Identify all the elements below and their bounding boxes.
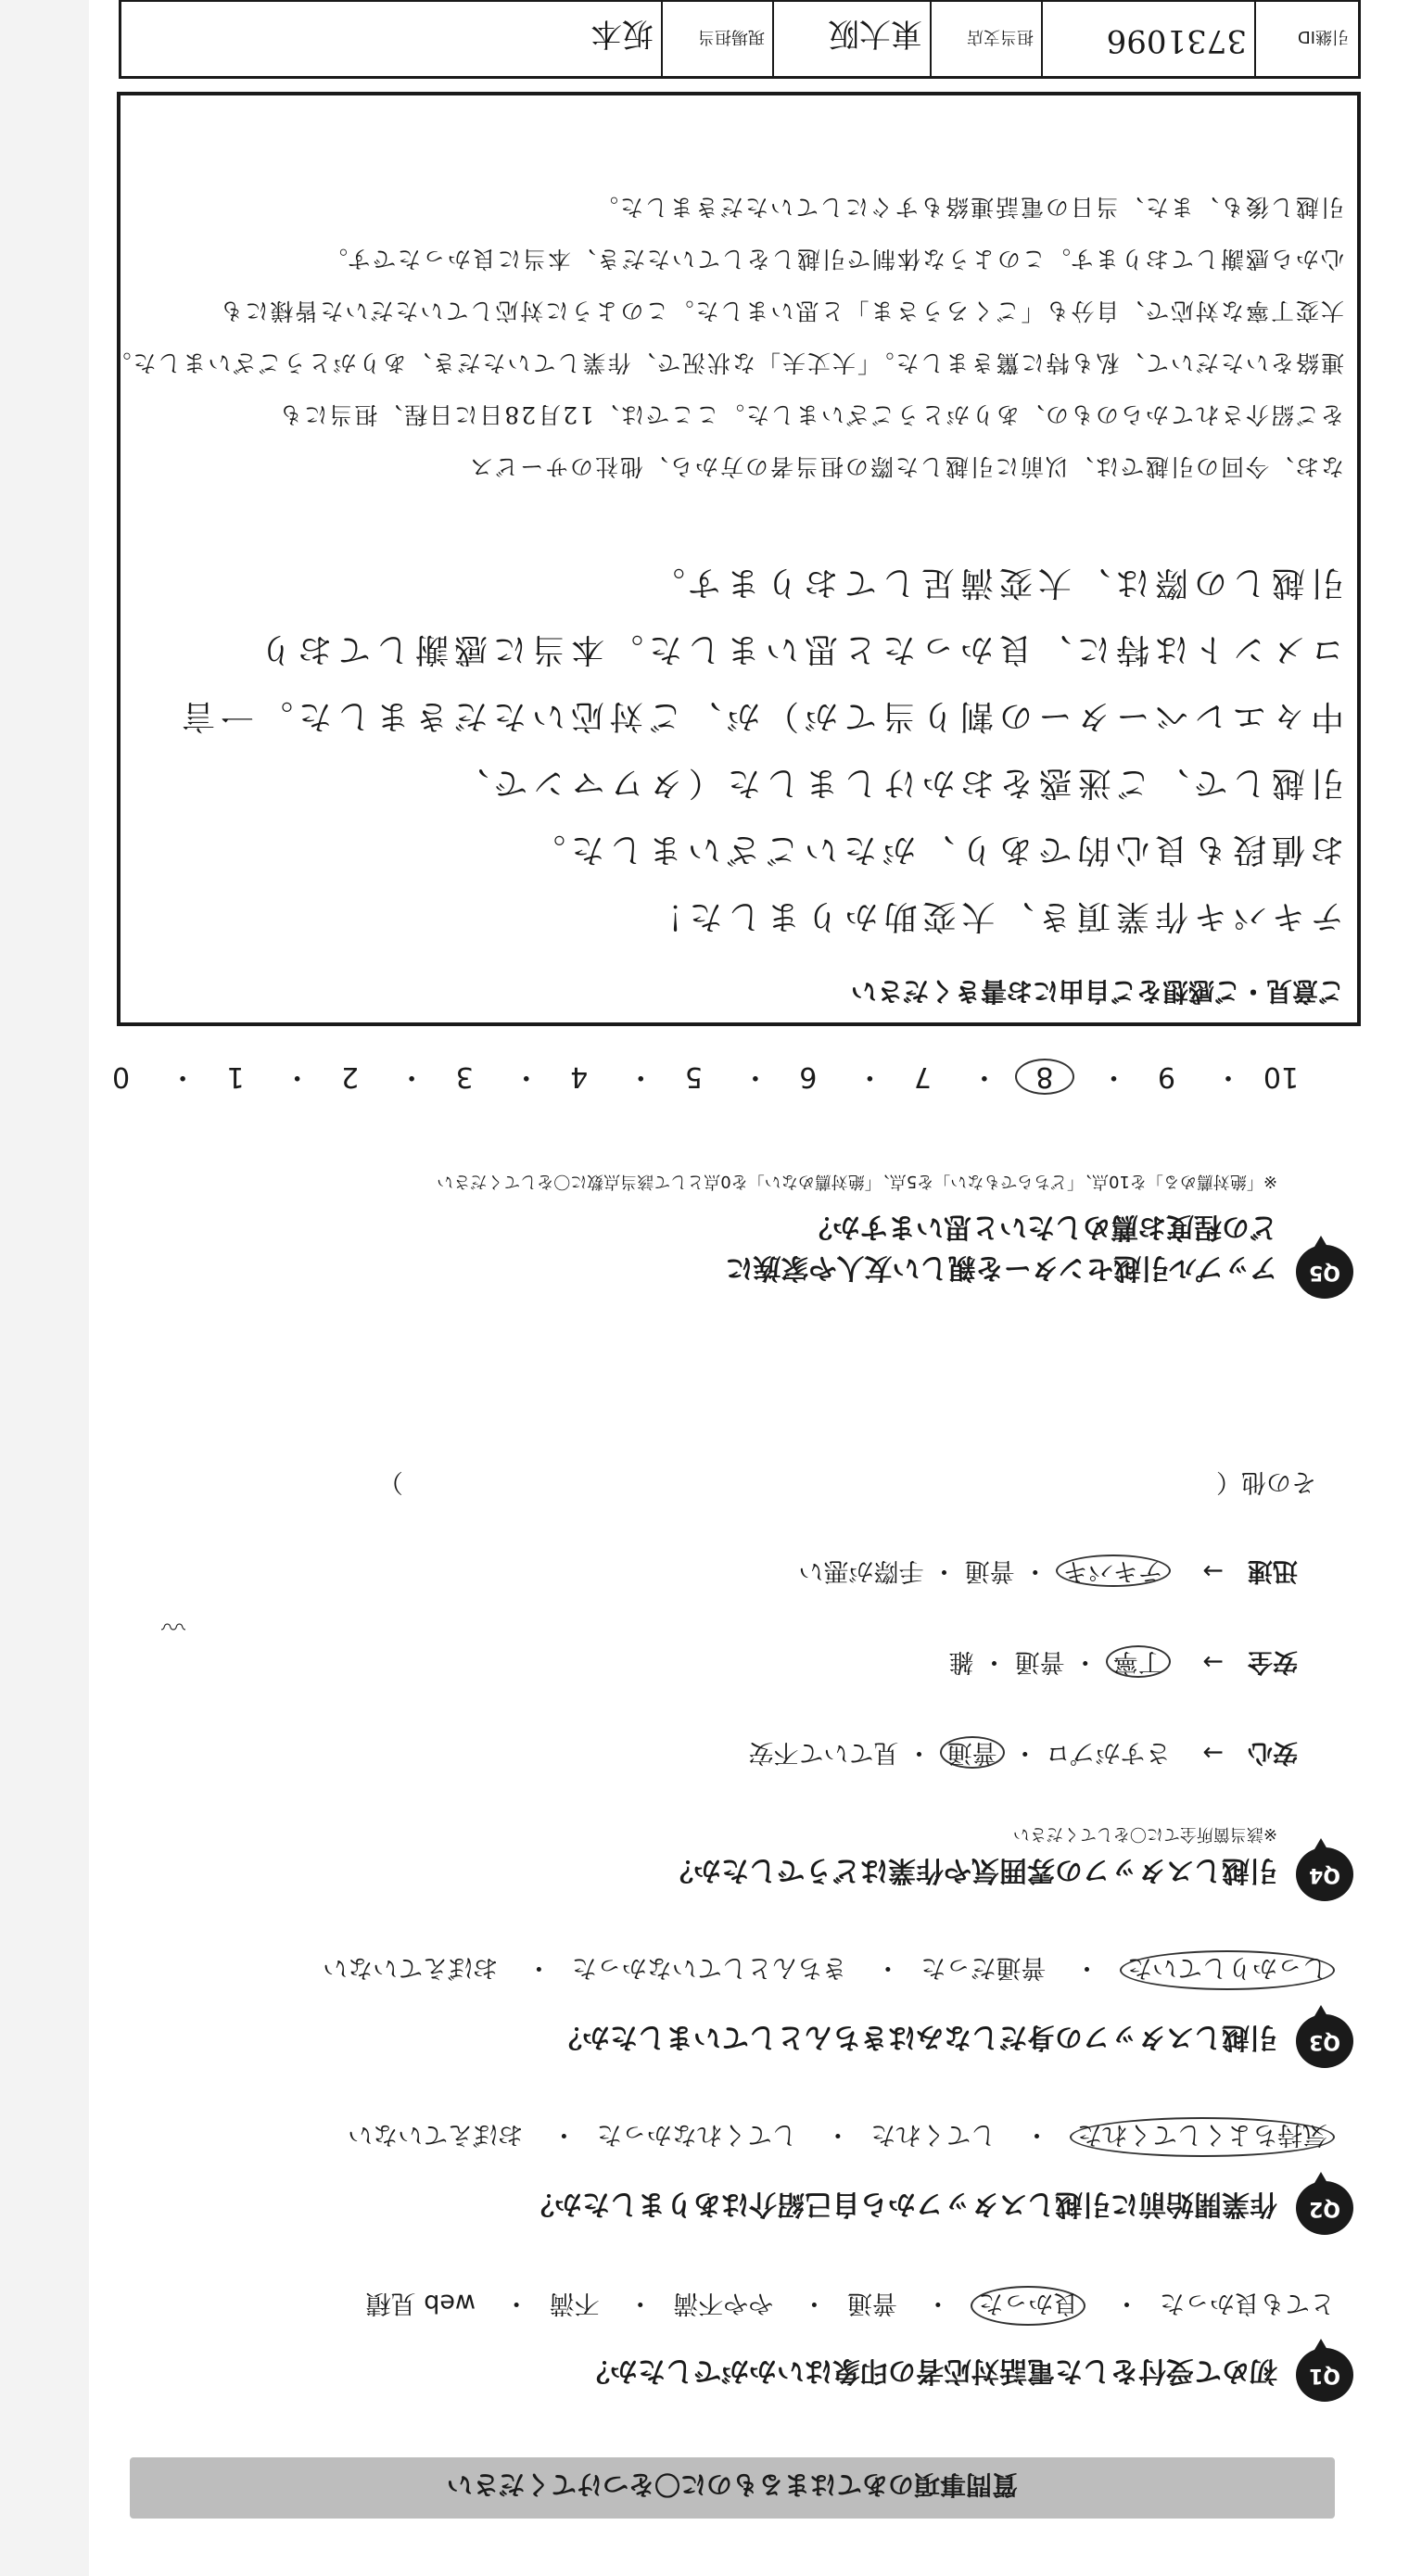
q1-option-selected[interactable]: 良かった bbox=[971, 2286, 1085, 2326]
category-label: 迅速 bbox=[1248, 1556, 1298, 1585]
meta-id-value: 3731096 bbox=[1106, 22, 1247, 59]
q5-badge: Q5 bbox=[1296, 1245, 1353, 1299]
q4-category-anzen: 安全→ 丁寧 ・ 普通 ・ 雑 bbox=[948, 1646, 1298, 1682]
meta-id-label: 引継ID bbox=[1297, 27, 1349, 46]
q3-option[interactable]: おぼえていない bbox=[323, 1953, 499, 1982]
q4-option[interactable]: 普通 bbox=[964, 1556, 1015, 1585]
comment-small-line: 連絡をいただいて、私も特に驚きました。「大丈夫」な状況で、作業していただき、ありがとうございました。 bbox=[106, 349, 1344, 376]
comment-line: お値段も良心的であり、がたいございました。 bbox=[526, 831, 1344, 869]
category-label: 安全 bbox=[1248, 1647, 1298, 1676]
q4-text: 引越しスタッフの雰囲気や作業はどうでしたか？ bbox=[666, 1854, 1277, 1886]
q2-text: 作業開始前に引越しスタッフから自己紹介はありましたか？ bbox=[527, 2188, 1277, 2220]
q1-option[interactable]: web 見積 bbox=[365, 2289, 476, 2317]
q3-badge: Q3 bbox=[1296, 2014, 1353, 2068]
q3-option[interactable]: 普通だった bbox=[920, 1953, 1047, 1982]
q4-option[interactable]: 手際が悪い bbox=[798, 1556, 924, 1585]
meta-leader-label-cell bbox=[661, 2, 774, 76]
scan-margin bbox=[0, 0, 89, 2576]
scale-1[interactable]: 1 bbox=[226, 1060, 245, 1093]
comment-line: 引越しで、ご迷惑をおかけしました（タワマンで、 bbox=[450, 764, 1344, 802]
q1-option[interactable]: とても良かった bbox=[1160, 2289, 1335, 2317]
q3-text: 引越しスタッフの身だしなみはきちんとしていましたか？ bbox=[554, 2021, 1277, 2053]
q4-option[interactable]: 見ていて不安 bbox=[748, 1738, 899, 1767]
q4-badge: Q4 bbox=[1296, 1847, 1353, 1901]
scale-8-selected[interactable]: 8 bbox=[1015, 1059, 1074, 1095]
q4-option-selected[interactable]: テキパキ bbox=[1056, 1554, 1171, 1587]
comment-line: 引越しの際は、大変満足しております。 bbox=[645, 564, 1344, 602]
meta-leader-cell bbox=[125, 2, 663, 76]
q4-note: ※該当箇所全てに〇をしてください bbox=[1012, 1824, 1277, 1844]
scale-2[interactable]: 2 bbox=[341, 1060, 360, 1093]
q1-options: とても良かった・ 良かった・ 普通・ やや不満・ 不満・ web 見積 bbox=[366, 2286, 1335, 2326]
q4-option[interactable]: 普通 bbox=[1014, 1647, 1065, 1676]
q3-option[interactable]: きちんとしていなかった bbox=[571, 1953, 847, 1982]
scale-10[interactable]: 10 bbox=[1263, 1060, 1300, 1093]
q1-text: 初めて受付をした電話対応者の印象はいかがでしたか？ bbox=[582, 2354, 1277, 2387]
meta-leader-value: 坂本 bbox=[590, 15, 654, 52]
q2-option[interactable]: してくれなかった bbox=[596, 2120, 797, 2149]
meta-branch-label: 担当支店 bbox=[967, 27, 1034, 46]
q5-note: ※「絶対薦める」を10点、「どちらでもない」を5点、「絶対薦めない」を0点として該当点数に〇をしてください bbox=[437, 1172, 1277, 1191]
q4-option[interactable]: さすがプロ bbox=[1045, 1738, 1171, 1767]
comment-small-line: なお、今回の引越では、以前に引越した際の担当者の方から、他社のサービス bbox=[467, 453, 1344, 480]
comment-small-line: 引越し後も、また、当日の電話連絡もすぐにしていただきました。 bbox=[592, 194, 1344, 221]
q4-category-jinsoku: 迅速→ テキパキ ・ 普通 ・ 手際が悪い bbox=[798, 1555, 1298, 1592]
meta-branch-label-cell bbox=[930, 2, 1043, 76]
q2-options: 気持ちよくしてくれた・ してくれた・ してくれなかった・ おぼえていない bbox=[348, 2117, 1335, 2157]
meta-branch-cell bbox=[772, 2, 932, 76]
q1-badge: Q1 bbox=[1296, 2348, 1353, 2402]
q1-option[interactable]: やや不満 bbox=[673, 2289, 774, 2317]
q2-option-selected[interactable]: 気持ちよくしてくれた bbox=[1070, 2117, 1335, 2157]
scale-4[interactable]: 4 bbox=[570, 1060, 589, 1093]
q4-option[interactable]: 雑 bbox=[948, 1647, 974, 1676]
scale-6[interactable]: 6 bbox=[799, 1060, 818, 1093]
meta-branch-value: 東大阪 bbox=[828, 15, 922, 52]
q3-options: しっかりしていた・ 普通だった・ きちんとしていなかった・ おぼえていない bbox=[323, 1950, 1335, 1990]
q4-other-label: その他（ bbox=[1216, 1467, 1316, 1496]
q4-option-selected[interactable]: 丁寧 bbox=[1106, 1645, 1171, 1678]
instructions-text: 質問事項のあてはまるものに〇をつけてください bbox=[447, 2469, 1019, 2500]
scale-3[interactable]: 3 bbox=[455, 1060, 474, 1093]
meta-leader-label: 現場担当 bbox=[698, 27, 765, 46]
q4-other-close: ） bbox=[377, 1467, 403, 1496]
comment-line: 中々エレベーターの割り当てが）が、ご対応いただきました。一言 bbox=[175, 697, 1344, 735]
comment-line: コメントは特に、良かったと思いました。本当に感謝しており bbox=[253, 630, 1344, 668]
comment-line: テキパキ作業頂き、大変助かりました！ bbox=[644, 897, 1344, 935]
comment-small-line: をご紹介されてからのもの、ありがとうございました。ここでは、12月28日に日程、担当にも bbox=[277, 401, 1344, 428]
scale-9[interactable]: 9 bbox=[1157, 1060, 1175, 1093]
scale-5[interactable]: 5 bbox=[684, 1060, 703, 1093]
q1-option[interactable]: 不満 bbox=[549, 2289, 600, 2317]
q1-option[interactable]: 普通 bbox=[846, 2289, 897, 2317]
comments-title: ご意見・ご感想をご自由にお書きください bbox=[850, 976, 1344, 1007]
scale-0[interactable]: 0 bbox=[111, 1060, 131, 1093]
q2-option[interactable]: おぼえていない bbox=[348, 2120, 524, 2149]
meta-id-cell bbox=[1041, 2, 1256, 76]
meta-row bbox=[119, 0, 1361, 79]
comments-box[interactable] bbox=[106, 92, 1361, 1026]
q5-scale: 10・ 9・ 8・ 7・ 6・ 5・ 4・ 3・ 2・ 1・ 0 bbox=[86, 1059, 1316, 1100]
ink-smudge: 〰 bbox=[160, 1611, 185, 1639]
q4-other bbox=[167, 1466, 1316, 1503]
scale-7[interactable]: 7 bbox=[913, 1060, 932, 1093]
q4-category-anshin: 安心→ さすがプロ ・ 普通 ・ 見ていて不安 bbox=[748, 1737, 1298, 1773]
category-label: 安心 bbox=[1248, 1738, 1298, 1767]
q2-option[interactable]: してくれた bbox=[870, 2120, 996, 2149]
q5-text: アップル引越センターを親しい友人や家族に bbox=[725, 1251, 1277, 1284]
meta-id-label-cell bbox=[1254, 2, 1358, 76]
q5-text-2: どの程度お薦めしたいと思いますか？ bbox=[805, 1211, 1277, 1243]
instructions-header bbox=[130, 2457, 1335, 2519]
q2-badge: Q2 bbox=[1296, 2181, 1353, 2235]
comment-small-line: 心から感謝しております。このような体制で引越しをしていただき、本当に良かったです。 bbox=[322, 246, 1344, 273]
q4-option-selected[interactable]: 普通 bbox=[940, 1736, 1005, 1769]
comment-small-line: 大変丁寧な対応で、自分も「ごくろうさま」と思いました。このように対応していただいた皆様にも bbox=[218, 298, 1344, 324]
q3-option-selected[interactable]: しっかりしていた bbox=[1120, 1950, 1335, 1990]
